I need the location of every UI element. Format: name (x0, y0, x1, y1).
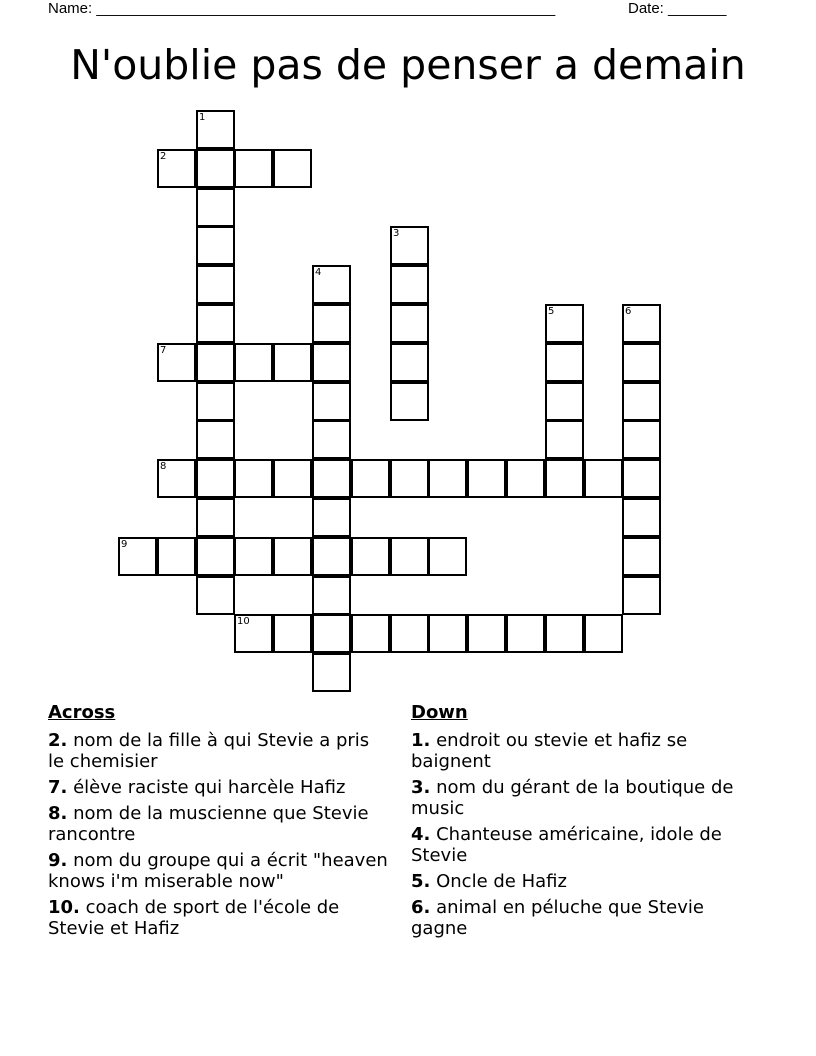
grid-cell[interactable] (467, 614, 506, 653)
across-heading: Across (48, 702, 116, 723)
grid-cell[interactable] (234, 343, 273, 382)
clue-across-10: 10. coach de sport de l'école de Stevie et Hafiz (48, 897, 340, 939)
grid-cell[interactable] (196, 110, 235, 149)
grid-cell[interactable] (467, 459, 506, 498)
grid-cell[interactable] (584, 614, 623, 653)
grid-cell[interactable] (196, 265, 235, 304)
grid-cell[interactable] (390, 459, 429, 498)
grid-cell[interactable] (196, 343, 235, 382)
grid-cell[interactable] (234, 614, 273, 653)
grid-cell[interactable] (390, 343, 429, 382)
grid-cell[interactable] (196, 149, 235, 188)
down-clues (411, 702, 761, 944)
grid-cell[interactable] (196, 420, 235, 459)
grid-cell[interactable] (196, 188, 235, 227)
clue-down-1: 1. endroit ou stevie et hafiz se baignent (411, 730, 688, 772)
clue-across-8: 8. nom de la muscienne que Stevie rancontre (48, 803, 369, 845)
grid-cell[interactable] (157, 149, 196, 188)
grid-cell[interactable] (545, 304, 584, 343)
puzzle-title: N'oublie pas de penser a demain (70, 41, 746, 89)
grid-cell[interactable] (545, 614, 584, 653)
grid-cell[interactable] (390, 614, 429, 653)
grid-cell[interactable] (312, 498, 351, 537)
clue-down-4: 4. Chanteuse américaine, idole de Stevie (411, 824, 722, 866)
grid-cell[interactable] (312, 614, 351, 653)
grid-cell[interactable] (234, 459, 273, 498)
grid-cell[interactable] (273, 459, 312, 498)
grid-cell[interactable] (545, 343, 584, 382)
grid-cell[interactable] (312, 576, 351, 615)
grid-cell[interactable] (622, 459, 661, 498)
grid-cell[interactable] (390, 226, 429, 265)
date-field[interactable]: Date: _______ (628, 0, 727, 17)
grid-cell[interactable] (390, 304, 429, 343)
down-heading: Down (411, 702, 468, 723)
grid-cell[interactable] (157, 343, 196, 382)
name-field[interactable]: Name: _______________________________________________________ (48, 0, 556, 17)
grid-cell[interactable] (545, 459, 584, 498)
grid-cell[interactable] (312, 343, 351, 382)
grid-cell[interactable] (196, 304, 235, 343)
grid-cell[interactable] (273, 614, 312, 653)
grid-cell[interactable] (273, 149, 312, 188)
clue-number: 2 (160, 151, 167, 162)
grid-cell[interactable] (584, 459, 623, 498)
clue-number: 5 (548, 306, 555, 317)
grid-cell[interactable] (506, 459, 545, 498)
grid-cell[interactable] (390, 537, 429, 576)
grid-cell[interactable] (312, 265, 351, 304)
grid-cell[interactable] (622, 498, 661, 537)
grid-cell[interactable] (622, 420, 661, 459)
grid-cell[interactable] (157, 537, 196, 576)
grid-cell[interactable] (390, 265, 429, 304)
clue-down-5: 5. Oncle de Hafiz (411, 871, 567, 892)
grid-cell[interactable] (196, 498, 235, 537)
grid-cell[interactable] (118, 537, 157, 576)
grid-cell[interactable] (622, 537, 661, 576)
grid-cell[interactable] (428, 537, 467, 576)
clue-number: 10 (237, 616, 250, 627)
grid-cell[interactable] (312, 382, 351, 421)
grid-cell[interactable] (273, 343, 312, 382)
grid-cell[interactable] (351, 537, 390, 576)
grid-cell[interactable] (622, 343, 661, 382)
clue-number: 7 (160, 345, 167, 356)
clue-across-7: 7. élève raciste qui harcèle Hafiz (48, 777, 346, 798)
grid-cell[interactable] (428, 459, 467, 498)
grid-cell[interactable] (428, 614, 467, 653)
grid-cell[interactable] (312, 304, 351, 343)
grid-cell[interactable] (390, 382, 429, 421)
grid-cell[interactable] (196, 537, 235, 576)
clue-number: 4 (315, 267, 322, 278)
grid-cell[interactable] (622, 304, 661, 343)
clue-across-2: 2. nom de la fille à qui Stevie a pris le chemisier (48, 730, 370, 772)
grid-cell[interactable] (312, 537, 351, 576)
grid-cell[interactable] (312, 420, 351, 459)
grid-cell[interactable] (157, 459, 196, 498)
grid-cell[interactable] (234, 537, 273, 576)
clue-number: 8 (160, 461, 167, 472)
grid-cell[interactable] (196, 459, 235, 498)
grid-cell[interactable] (312, 459, 351, 498)
grid-cell[interactable] (273, 537, 312, 576)
clue-number: 6 (625, 306, 632, 317)
clue-down-3: 3. nom du gérant de la boutique de music (411, 777, 734, 819)
clue-number: 9 (121, 539, 128, 550)
grid-cell[interactable] (234, 149, 273, 188)
clue-number: 1 (199, 112, 206, 123)
grid-cell[interactable] (351, 614, 390, 653)
grid-cell[interactable] (312, 653, 351, 692)
grid-cell[interactable] (622, 382, 661, 421)
clue-across-9: 9. nom du groupe qui a écrit "heaven knows i'm miserable now" (48, 850, 388, 892)
grid-cell[interactable] (545, 420, 584, 459)
clue-down-6: 6. animal en péluche que Stevie gagne (411, 897, 704, 939)
grid-cell[interactable] (196, 576, 235, 615)
grid-cell[interactable] (622, 576, 661, 615)
grid-cell[interactable] (196, 226, 235, 265)
grid-cell[interactable] (196, 382, 235, 421)
grid-cell[interactable] (545, 382, 584, 421)
grid-cell[interactable] (351, 459, 390, 498)
across-clues (48, 702, 388, 944)
clue-number: 3 (393, 228, 400, 239)
grid-cell[interactable] (506, 614, 545, 653)
